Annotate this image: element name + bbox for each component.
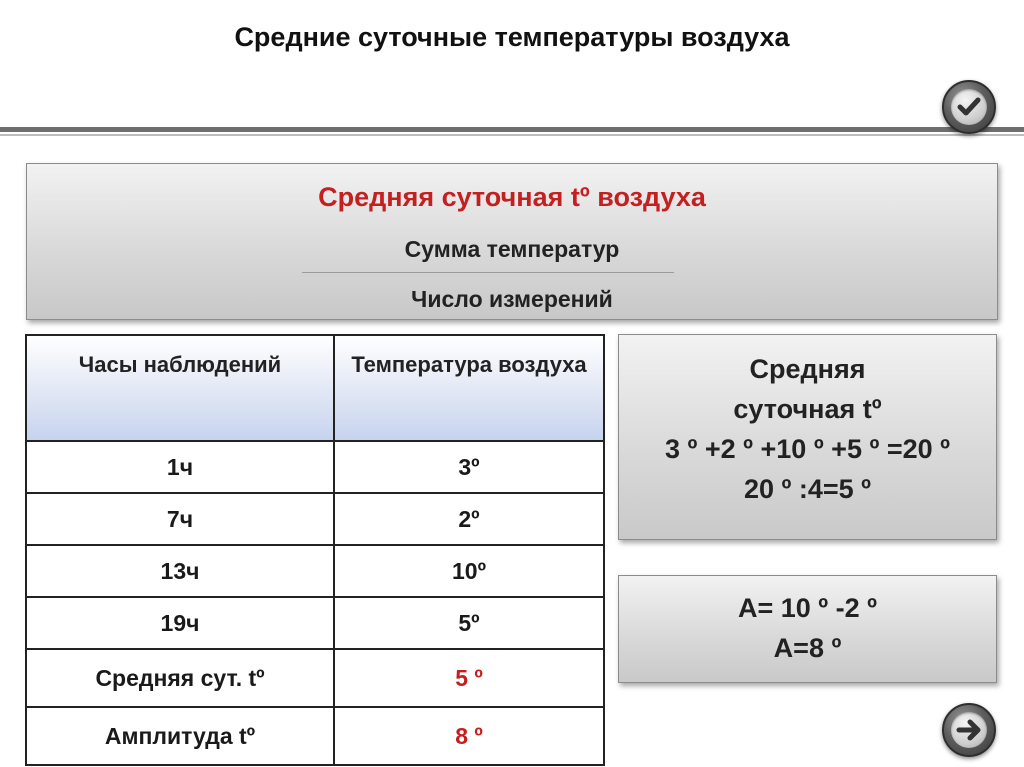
table-row-average xyxy=(26,649,604,707)
average-calculation-panel xyxy=(618,334,997,540)
formula-title: Средняя суточная tº воздуха xyxy=(318,182,706,212)
temp-cell: 3º xyxy=(334,441,604,493)
hour-cell: 7ч xyxy=(26,493,334,545)
hour-cell: 13ч xyxy=(26,545,334,597)
formula-denominator: Число измерений xyxy=(411,286,613,312)
observation-table xyxy=(25,334,605,766)
amplitude-value: 8 º xyxy=(334,707,604,765)
amplitude-label: Амплитуда tº xyxy=(26,707,334,765)
check-button[interactable] xyxy=(942,80,996,134)
temp-cell: 10º xyxy=(334,545,604,597)
check-icon xyxy=(951,89,987,125)
header-divider xyxy=(0,127,1024,132)
formula-numerator: Сумма температур xyxy=(404,236,620,262)
header-temperature: Температура воздуха xyxy=(334,335,604,441)
amp-line-1: A= 10 º -2 º xyxy=(737,593,878,623)
table-row xyxy=(26,545,604,597)
hour-cell: 19ч xyxy=(26,597,334,649)
table-row-amplitude xyxy=(26,707,604,765)
amp-line-2: A=8 º xyxy=(773,633,842,663)
table-row xyxy=(26,441,604,493)
page-title: Средние суточные температуры воздуха xyxy=(234,22,790,52)
average-value: 5 º xyxy=(334,649,604,707)
hour-cell: 1ч xyxy=(26,441,334,493)
calc-line-4: 20 º :4=5 º xyxy=(743,474,872,504)
calc-line-2: суточная tº xyxy=(733,394,882,424)
header-hours: Часы наблюдений xyxy=(26,335,334,441)
formula-panel xyxy=(26,163,998,320)
next-button[interactable] xyxy=(942,703,996,757)
table-row xyxy=(26,597,604,649)
arrow-right-icon xyxy=(951,712,987,748)
calc-line-3: 3 º +2 º +10 º +5 º =20 º xyxy=(664,434,950,464)
table-row xyxy=(26,493,604,545)
header-divider-shadow xyxy=(0,134,1024,136)
fraction-line xyxy=(302,272,674,273)
calc-line-1: Средняя xyxy=(749,354,866,384)
temp-cell: 2º xyxy=(334,493,604,545)
amplitude-calculation-panel xyxy=(618,575,997,683)
temp-cell: 5º xyxy=(334,597,604,649)
average-label: Средняя сут. tº xyxy=(26,649,334,707)
